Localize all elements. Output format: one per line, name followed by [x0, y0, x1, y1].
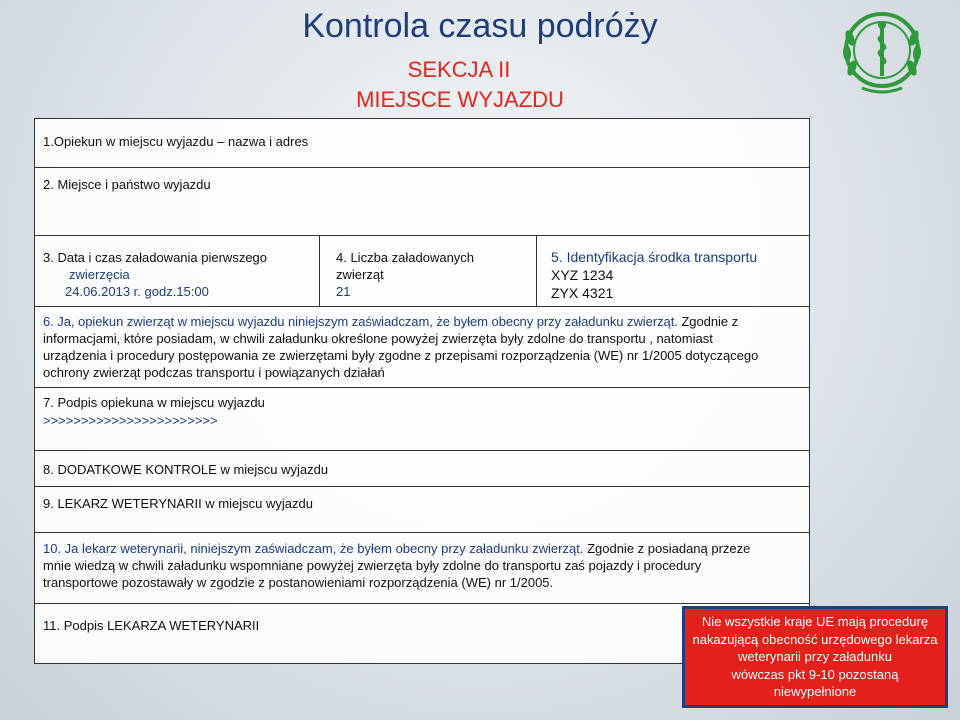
field-10-statement: 10. Ja lekarz weterynarii, niniejszym zaświadczam, że byłem obecny przy załadunku zwierząt. [43, 541, 584, 556]
note-line-4: wówczas pkt 9-10 pozostaną [731, 666, 899, 682]
field-6-line-1 [43, 313, 738, 330]
note-line-2: nakazującą obecność urzędowego lekarza [692, 631, 938, 647]
field-3-label-1: 3. Data i czas załadowania pierwszego [43, 250, 268, 265]
field-11-label: 11. Podpis LEKARZA WETERYNARII [43, 618, 260, 633]
field-3-box [34, 235, 320, 307]
field-7-signature: >>>>>>>>>>>>>>>>>>>>>>> [43, 413, 218, 428]
field-7-label: 7. Podpis opiekuna w miejscu wyjazdu [43, 395, 265, 410]
section-text: SEKCJA II [407, 57, 511, 82]
field-4-label-1: 4. Liczba załadowanych [336, 250, 475, 265]
field-6-line-4: ochrony zwierząt podczas transportu i powiązanych działań [43, 365, 385, 380]
field-1-label: 1.Opiekun w miejscu wyjazdu – nazwa i adres [43, 134, 309, 149]
field-4-value: 21 [336, 284, 351, 299]
field-10-line-3: transportowe pozostawały w zgodzie z postanowieniami rozporządzenia (WE) nr 1/2005. [43, 575, 554, 590]
place-text: MIEJSCE WYJAZDU [356, 87, 564, 112]
field-2-label: 2. Miejsce i państwo wyjazdu [43, 177, 211, 192]
field-1-box [34, 118, 810, 168]
field-5-label: 5. Identyfikacja środka transportu [551, 249, 758, 265]
field-4-box [319, 235, 537, 307]
field-10-line-1 [43, 540, 750, 557]
field-6-box [34, 306, 810, 388]
section-label [0, 56, 960, 84]
note-line-1: Nie wszystkie kraje UE mają procedurę [701, 614, 929, 629]
field-5-box [536, 235, 810, 307]
field-8-box [34, 450, 810, 487]
field-9-box [34, 486, 810, 533]
place-label [0, 86, 960, 114]
field-6-line-3: urządzenia i procedury postępowania ze zwierzętami były zgodne z przepisami rozporządzenia (WE) nr 1/2005 dotyczącego [43, 348, 759, 363]
field-10-box [34, 532, 810, 604]
field-2-box [34, 167, 810, 236]
field-6-statement-cont: Zgodnie z [677, 314, 739, 329]
field-10-statement-cont: Zgodnie z posiadaną przeze [583, 541, 751, 556]
warning-note [682, 606, 948, 708]
field-5-value-1: XYZ 1234 [551, 267, 614, 283]
field-3-value: 24.06.2013 r. godz.15:00 [65, 284, 209, 299]
note-line-3: weterynarii przy załadunku [738, 649, 892, 664]
field-6-line-2: informacjami, które posiadam, w chwili załadunku określone powyżej zwierzęta były zdolne do transportu , natomiast [43, 331, 713, 346]
field-4-label-2: zwierząt [336, 267, 384, 282]
field-3-label-2: zwierzęcia [69, 267, 130, 282]
page-title: Kontrola czasu podróży [302, 7, 658, 45]
field-10-line-2: mnie wiedzą w chwili załadunku wspomniane powyżej zwierzęta były zdolne do transportu zaś pojazdy i procedury [43, 558, 702, 573]
field-8-label: 8. DODATKOWE KONTROLE w miejscu wyjazdu [43, 462, 329, 477]
field-7-box [34, 387, 810, 451]
caduceus-logo-icon [832, 8, 932, 98]
field-9-label: 9. LEKARZ WETERYNARII w miejscu wyjazdu [43, 496, 313, 511]
note-line-5: niewypełnione [773, 684, 857, 699]
field-6-statement: 6. Ja, opiekun zwierząt w miejscu wyjazdu niniejszym zaświadczam, że byłem obecny przy załadunku zwierząt. [43, 314, 678, 329]
field-5-value-2: ZYX 4321 [551, 285, 614, 301]
